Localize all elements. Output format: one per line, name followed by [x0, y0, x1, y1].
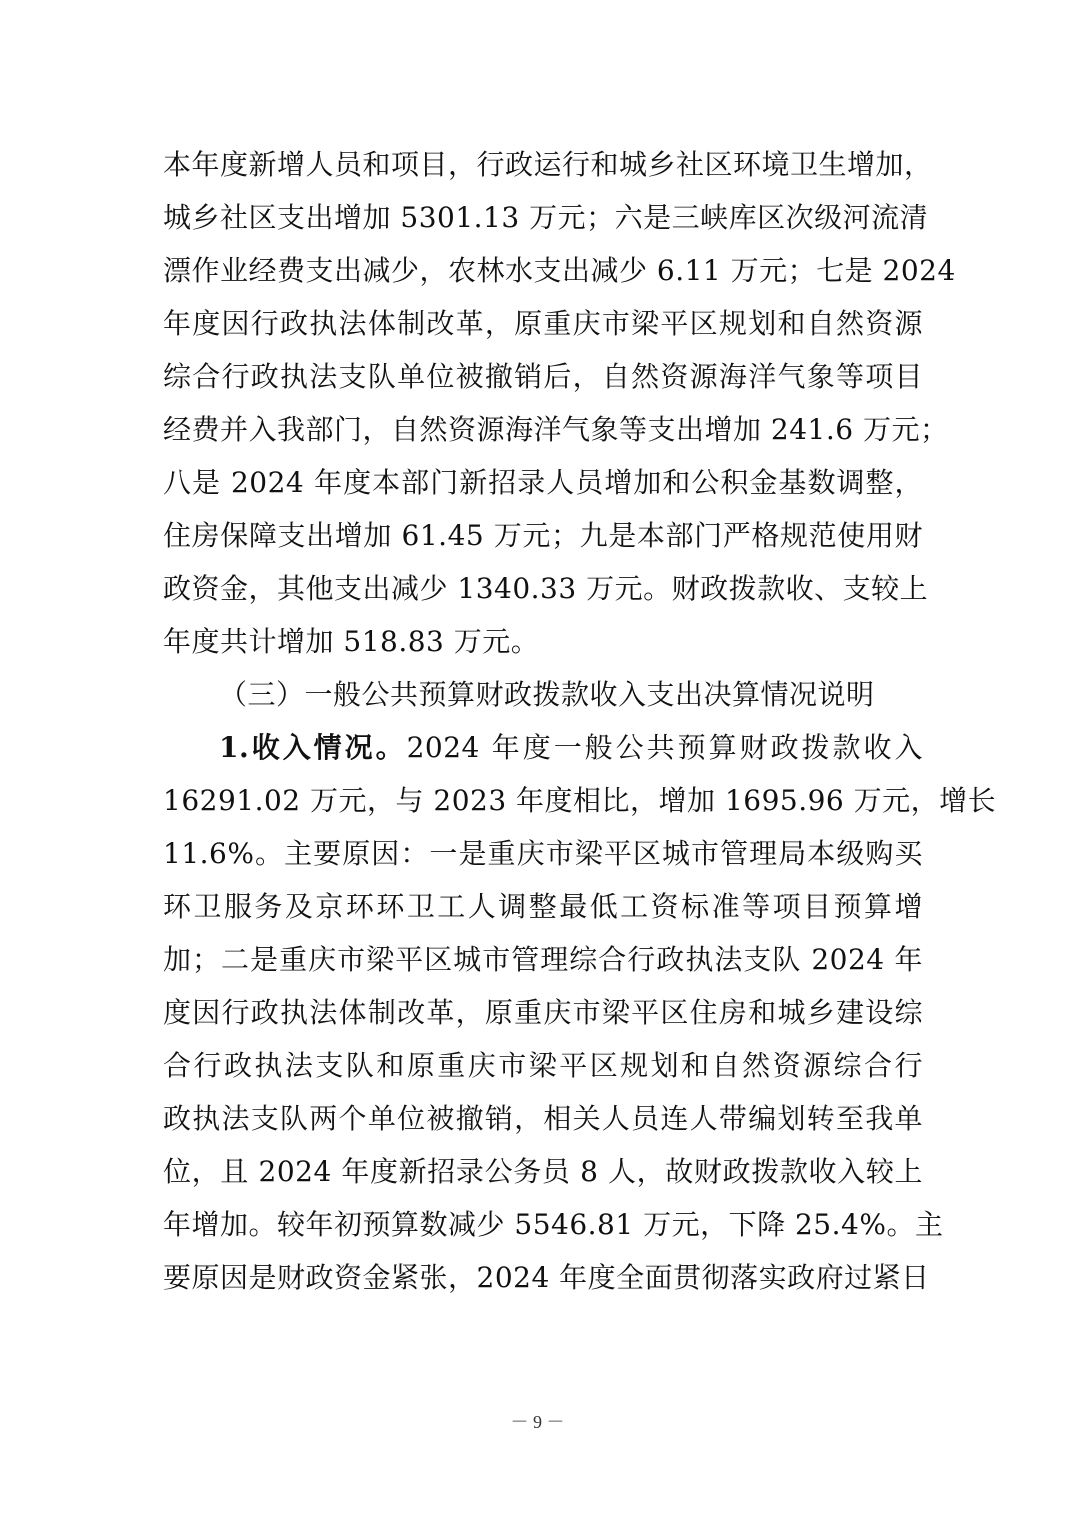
text-line: 八是 2024 年度本部门新招录人员增加和公积金基数调整，: [163, 466, 923, 499]
text-line: 16291.02 万元，与 2023 年度相比，增加 1695.96 万元，增长: [163, 784, 997, 817]
text-line: 住房保障支出增加 61.45 万元；九是本部门严格规范使用财: [163, 519, 923, 552]
text-line: 环卫服务及京环环卫工人调整最低工资标准等项目预算增: [163, 890, 923, 923]
text-line: 年度因行政执法体制改革，原重庆市梁平区规划和自然资源: [163, 307, 923, 340]
section-heading: （三）一般公共预算财政拨款收入支出决算情况说明: [219, 678, 875, 711]
text-line: 要原因是财政资金紧张，2024 年度全面贯彻落实政府过紧日: [163, 1261, 930, 1294]
text-line: 漂作业经费支出减少，农林水支出减少 6.11 万元；七是 2024: [163, 254, 956, 287]
page-number: － 9 －: [510, 1412, 565, 1432]
text-line: 年增加。较年初预算数减少 5546.81 万元，下降 25.4%。主: [163, 1208, 944, 1241]
text-line: 政资金，其他支出减少 1340.33 万元。财政拨款收、支较上: [163, 572, 929, 605]
text-line: 年度共计增加 518.83 万元。: [163, 625, 540, 658]
text-line: 度因行政执法体制改革，原重庆市梁平区住房和城乡建设综: [163, 996, 923, 1029]
text-line: 综合行政执法支队单位被撤销后，自然资源海洋气象等项目: [163, 360, 923, 393]
section-heading-block: [163, 668, 923, 721]
income-section-label: 1.收入情况。: [219, 731, 407, 764]
text-line: 经费并入我部门，自然资源海洋气象等支出增加 241.6 万元；: [163, 413, 949, 446]
income-section-paragraph: [163, 721, 997, 1304]
text-line: 政执法支队两个单位被撤销，相关人员连人带编划转至我单: [163, 1102, 923, 1135]
text-line: 合行政执法支队和原重庆市梁平区规划和自然资源综合行: [163, 1049, 923, 1082]
text-line: 11.6%。主要原因：一是重庆市梁平区城市管理局本级购买: [163, 837, 923, 870]
body-paragraph-continued: [163, 138, 956, 668]
text-line-first: [163, 721, 923, 774]
text-line: 位，且 2024 年度新招录公务员 8 人，故财政拨款收入较上: [163, 1155, 923, 1188]
text-line: 加；二是重庆市梁平区城市管理综合行政执法支队 2024 年: [163, 943, 923, 976]
text-line: 本年度新增人员和项目，行政运行和城乡社区环境卫生增加，: [163, 148, 933, 181]
text-line: 城乡社区支出增加 5301.13 万元；六是三峡库区次级河流清: [163, 201, 929, 234]
income-section-first-text: 2024 年度一般公共预算财政拨款收入: [406, 731, 923, 764]
